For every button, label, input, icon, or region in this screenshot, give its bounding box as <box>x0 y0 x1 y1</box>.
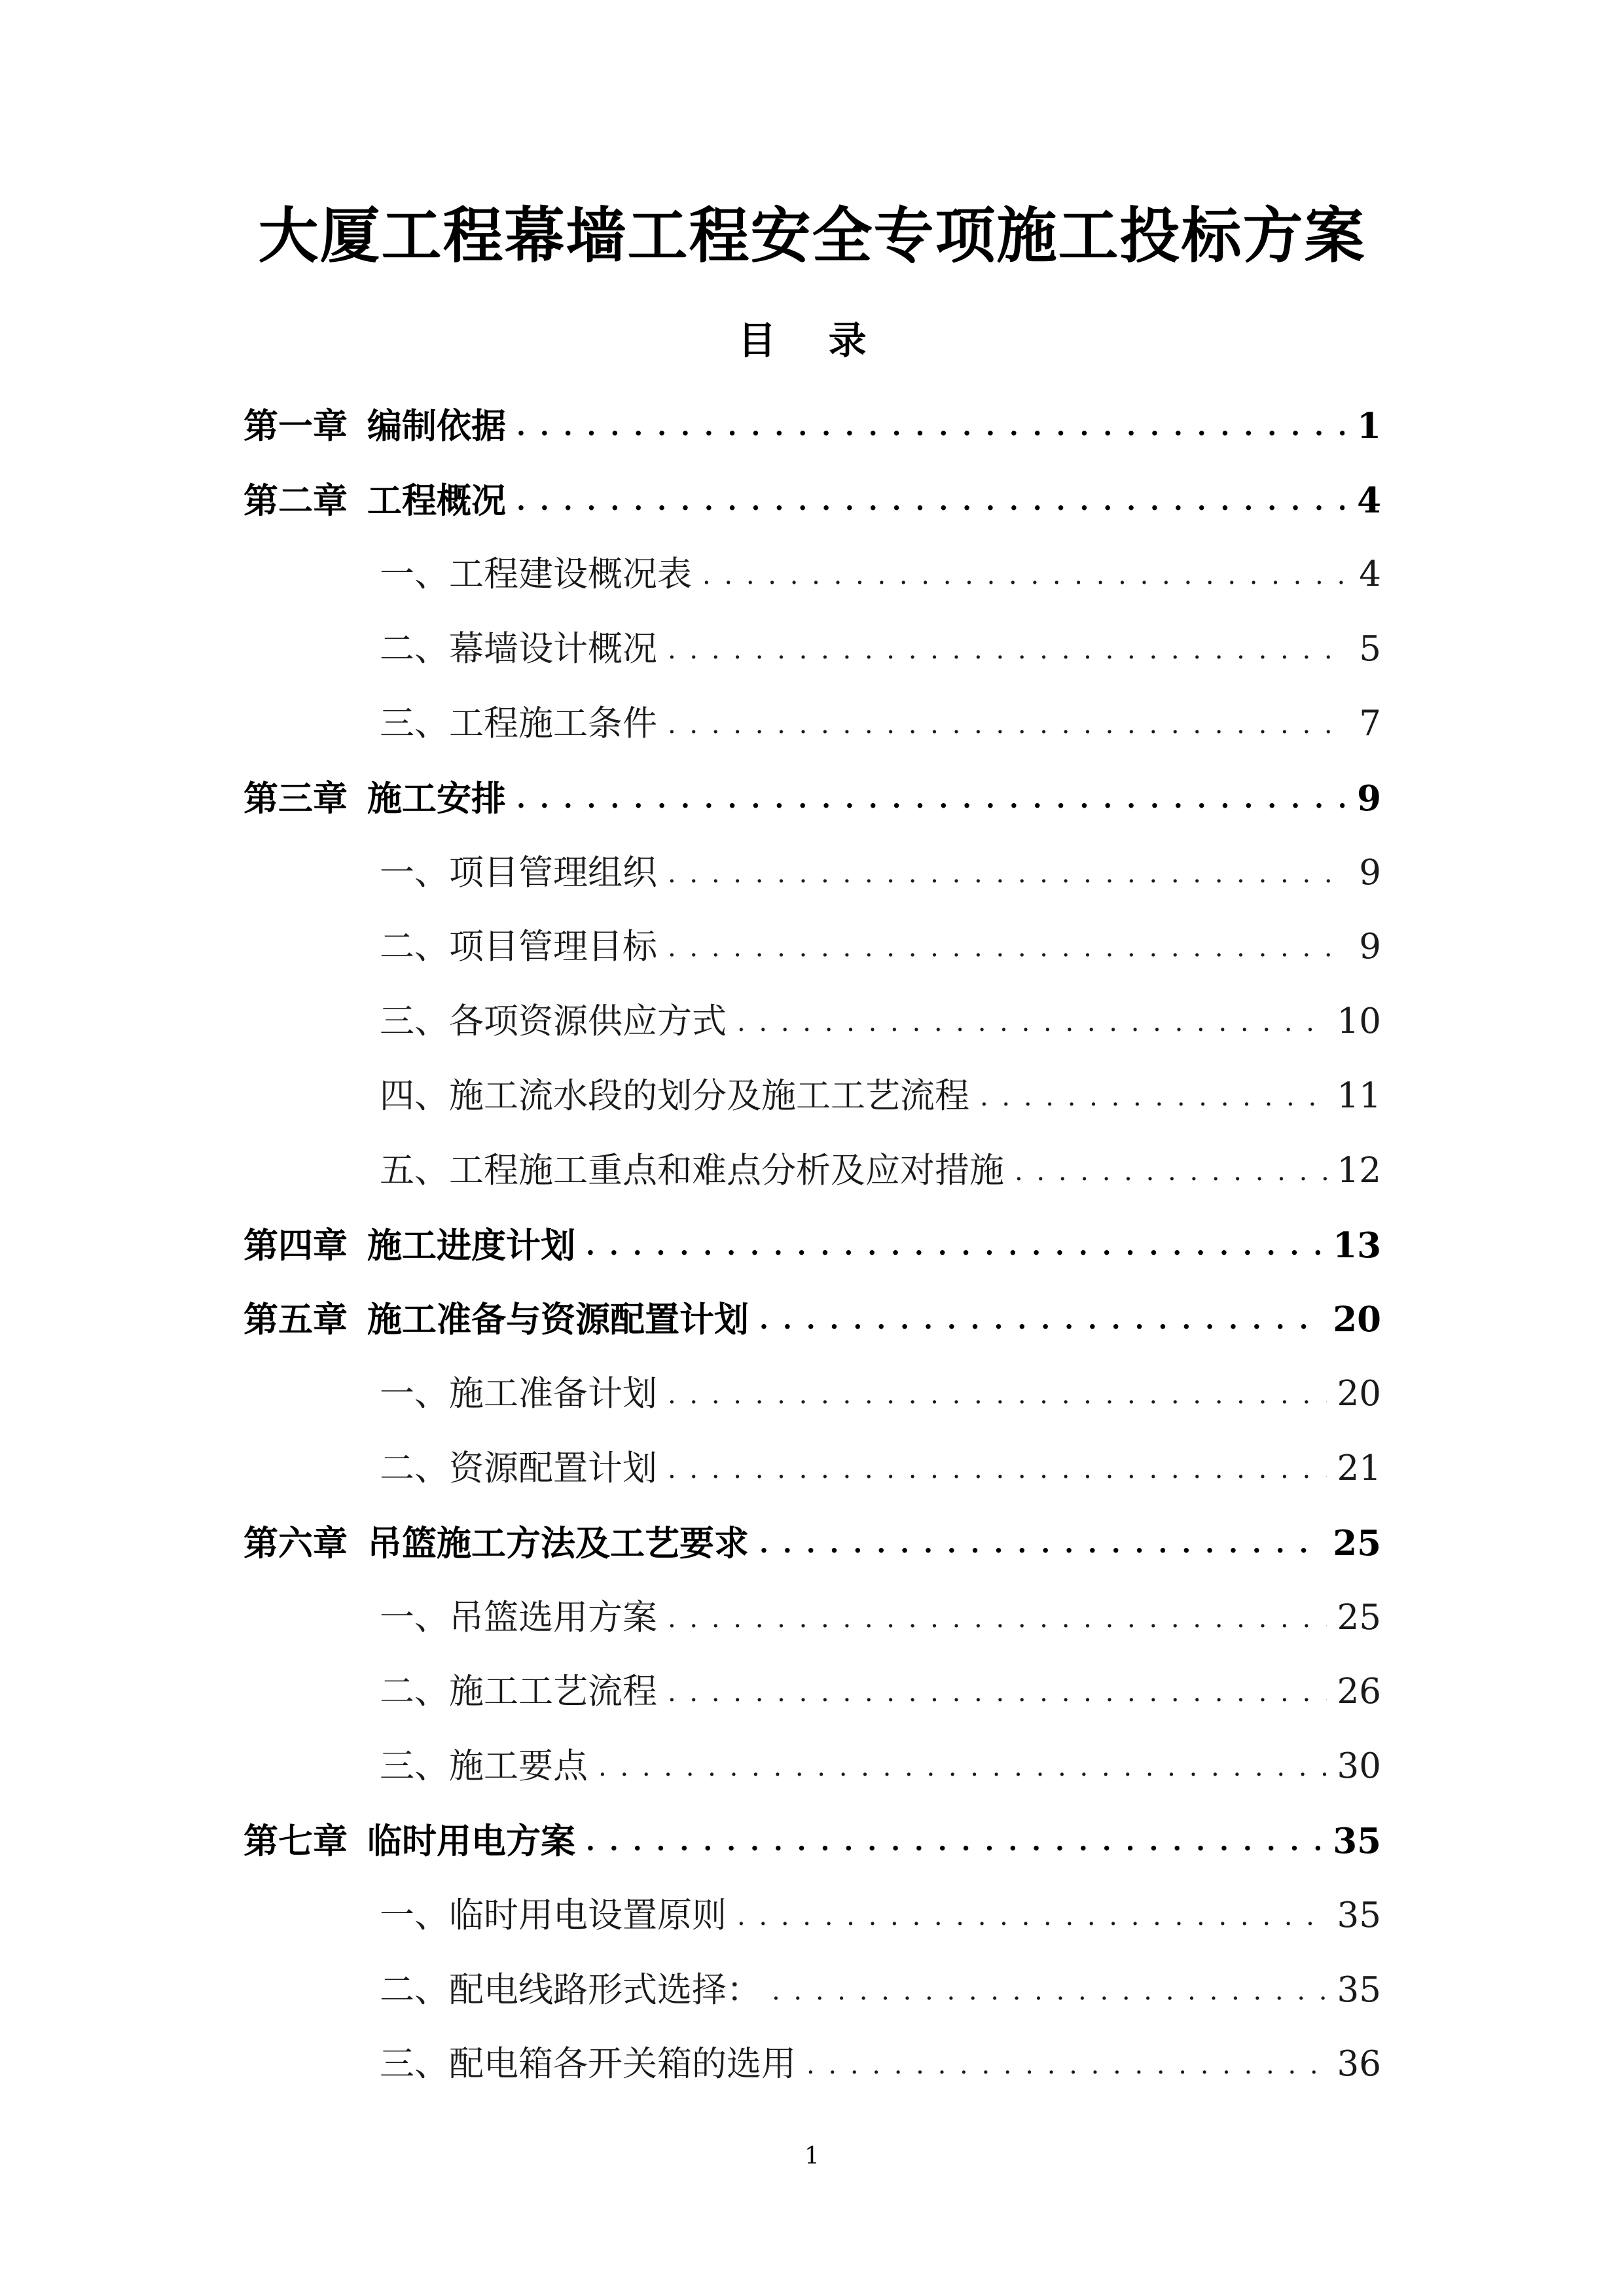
toc-section[interactable] <box>244 1050 1381 1124</box>
toc-page-number: 9 <box>1359 927 1381 967</box>
toc-entry-label: 二、项目管理目标 <box>380 927 657 967</box>
dot-leader <box>668 1382 1327 1408</box>
toc-section[interactable] <box>244 975 1381 1050</box>
dot-leader <box>668 1456 1327 1482</box>
toc-page-number: 13 <box>1333 1225 1381 1266</box>
toc-section[interactable] <box>244 901 1381 976</box>
toc-page-number: 20 <box>1337 1374 1381 1414</box>
dot-leader <box>759 1531 1322 1557</box>
toc-section[interactable] <box>244 827 1381 901</box>
toc-section[interactable] <box>244 1348 1381 1422</box>
toc-section[interactable] <box>244 2018 1381 2093</box>
toc-section[interactable] <box>244 1124 1381 1199</box>
dot-leader <box>668 711 1344 738</box>
toc-entry-label: 二、施工工艺流程 <box>380 1672 657 1712</box>
dot-leader <box>668 1679 1327 1706</box>
toc-entry-label: 施工进度计划 <box>367 1225 575 1266</box>
toc-page-number: 9 <box>1359 852 1381 893</box>
toc-page-number: 5 <box>1359 629 1381 670</box>
dot-leader <box>737 1903 1327 1929</box>
toc-page-number: 20 <box>1333 1299 1381 1340</box>
toc-page-number: 4 <box>1357 480 1381 521</box>
toc-section[interactable] <box>244 677 1381 752</box>
dot-leader <box>980 1084 1327 1110</box>
toc-page-number: 4 <box>1359 554 1381 595</box>
toc-entry-label: 三、配电箱各开关箱的选用 <box>380 2044 796 2085</box>
toc-section[interactable] <box>244 603 1381 677</box>
dot-leader <box>668 935 1344 961</box>
toc-section[interactable] <box>244 1869 1381 1944</box>
toc-page-number: 11 <box>1337 1075 1381 1116</box>
toc-entry-label: 施工准备与资源配置计划 <box>367 1299 749 1340</box>
chapter-number: 第一章 <box>244 405 348 446</box>
chapter-number: 第二章 <box>244 480 348 521</box>
toc-section[interactable] <box>244 1571 1381 1646</box>
toc-entry-label: 工程概况 <box>367 480 506 521</box>
dot-leader <box>759 1307 1322 1333</box>
toc-page-number: 35 <box>1337 1969 1381 2010</box>
toc-section[interactable] <box>244 1646 1381 1721</box>
toc-chapter-7[interactable] <box>244 1795 1381 1869</box>
dot-leader <box>668 637 1344 663</box>
document-title: 大厦工程幕墙工程安全专项施工投标方案 <box>258 200 1366 271</box>
toc-entry-label: 三、工程施工条件 <box>380 703 657 744</box>
chapter-number: 第六章 <box>244 1522 348 1564</box>
toc-page-number: 35 <box>1337 1895 1381 1935</box>
toc-chapter-4[interactable] <box>244 1199 1381 1274</box>
toc-chapter-6[interactable] <box>244 1497 1381 1571</box>
dot-leader <box>586 1233 1322 1259</box>
dot-leader <box>702 562 1344 588</box>
toc-chapter-3[interactable] <box>244 752 1381 827</box>
toc-page-number: 25 <box>1337 1597 1381 1638</box>
toc-section[interactable] <box>244 1944 1381 2018</box>
toc-heading: 目 录 <box>738 318 886 363</box>
toc-chapter-5[interactable] <box>244 1274 1381 1348</box>
toc-entry-label: 二、配电线路形式选择： <box>380 1969 761 2010</box>
dot-leader <box>1015 1158 1327 1185</box>
chapter-number: 第四章 <box>244 1225 348 1266</box>
dot-leader <box>668 861 1344 887</box>
dot-leader <box>598 1754 1327 1780</box>
toc-entry-label: 一、吊篮选用方案 <box>380 1597 657 1638</box>
toc-entry-label: 四、施工流水段的划分及施工工艺流程 <box>380 1075 969 1116</box>
chapter-number: 第五章 <box>244 1299 348 1340</box>
dot-leader <box>806 2052 1327 2078</box>
toc-entry-label: 临时用电方案 <box>367 1820 575 1861</box>
dot-leader <box>668 1605 1327 1632</box>
toc-page-number: 26 <box>1337 1672 1381 1712</box>
toc-section[interactable] <box>244 529 1381 603</box>
toc-page-number: 12 <box>1337 1150 1381 1191</box>
toc-entry-label: 三、各项资源供应方式 <box>380 1001 727 1042</box>
toc-entry-label: 施工安排 <box>367 778 506 819</box>
toc-page-number: 30 <box>1337 1746 1381 1787</box>
toc-chapter-2[interactable] <box>244 454 1381 529</box>
toc-entry-label: 五、工程施工重点和难点分析及应对措施 <box>380 1150 1004 1191</box>
toc-entry-label: 一、工程建设概况表 <box>380 554 692 595</box>
toc-entry-label: 二、幕墙设计概况 <box>380 629 657 670</box>
toc-page-number: 7 <box>1359 703 1381 744</box>
dot-leader <box>772 1978 1327 2004</box>
toc-page-number: 36 <box>1337 2044 1381 2085</box>
toc-page-number: 10 <box>1337 1001 1381 1042</box>
dot-leader <box>737 1009 1327 1035</box>
toc-entry-label: 吊篮施工方法及工艺要求 <box>367 1522 749 1564</box>
table-of-contents <box>244 380 1381 2092</box>
toc-entry-label: 编制依据 <box>367 405 506 446</box>
toc-entry-label: 一、项目管理组织 <box>380 852 657 893</box>
dot-leader <box>586 1829 1322 1855</box>
chapter-number: 第三章 <box>244 778 348 819</box>
dot-leader <box>516 488 1344 514</box>
dot-leader <box>516 414 1344 440</box>
footer-page-number: 1 <box>804 2143 820 2170</box>
dot-leader <box>516 786 1344 812</box>
toc-page-number: 9 <box>1357 778 1381 819</box>
toc-entry-label: 三、施工要点 <box>380 1746 588 1787</box>
toc-page-number: 1 <box>1357 405 1381 446</box>
toc-chapter-1[interactable] <box>244 380 1381 454</box>
toc-page-number: 25 <box>1333 1522 1381 1564</box>
toc-entry-label: 一、临时用电设置原则 <box>380 1895 727 1935</box>
toc-page-number: 21 <box>1337 1448 1381 1488</box>
toc-page-number: 35 <box>1333 1820 1381 1861</box>
toc-section[interactable] <box>244 1422 1381 1497</box>
chapter-number: 第七章 <box>244 1820 348 1861</box>
toc-section[interactable] <box>244 1720 1381 1795</box>
toc-entry-label: 一、施工准备计划 <box>380 1374 657 1414</box>
toc-entry-label: 二、资源配置计划 <box>380 1448 657 1488</box>
